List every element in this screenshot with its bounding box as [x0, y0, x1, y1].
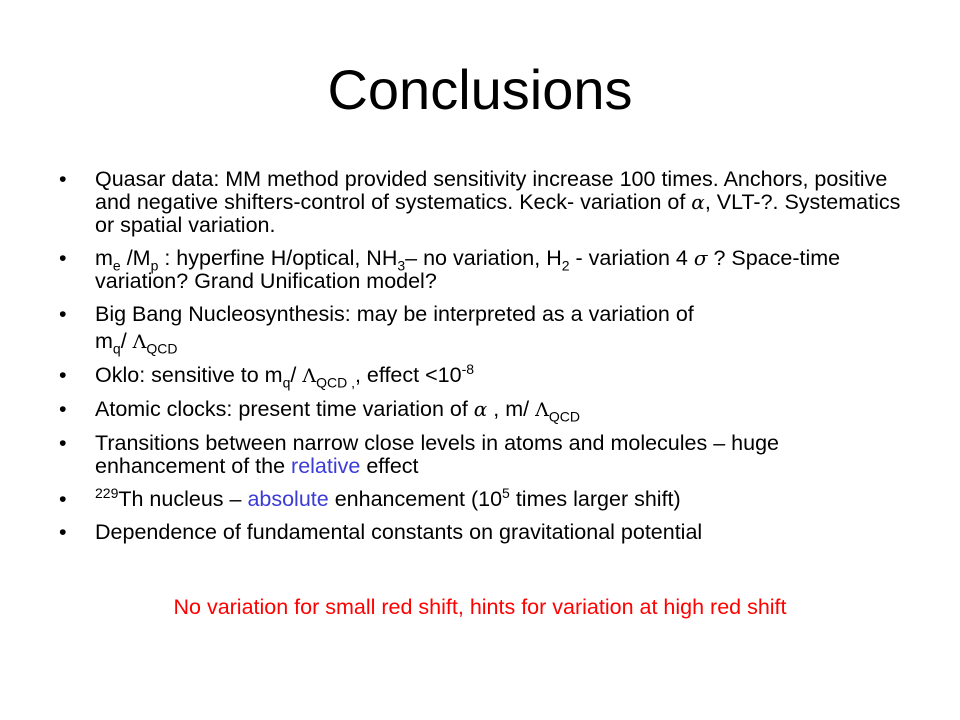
thorium-text-2: enhancement (10: [328, 487, 503, 511]
sigma-symbol: σ: [693, 246, 708, 270]
transitions-text-1: Transitions between narrow close levels in atoms and molecules – huge enhancement of the: [95, 431, 779, 478]
qcd-subscript: QCD ,: [316, 374, 355, 391]
bullet-quasar: [55, 168, 905, 237]
q-subscript: q: [282, 374, 291, 391]
alpha-symbol: α: [691, 190, 705, 214]
gravity-text: Dependence of fundamental constants on gravitational potential: [95, 520, 703, 544]
alpha-symbol: α: [473, 397, 488, 421]
qcd-subscript: QCD: [548, 408, 580, 425]
slide-body: [55, 168, 905, 554]
p-subscript: p: [150, 257, 159, 274]
bullet-oklo: [55, 360, 905, 391]
bullet-bbn: [55, 303, 905, 326]
exponent-superscript: 5: [502, 484, 510, 501]
bbn-continuation: [55, 329, 905, 357]
quasar-text-1: Quasar data: MM method provided sensitivity increase 100 times. Anchors, positive and negative shifters-control of systematics. Keck- variation of: [95, 167, 888, 214]
mass-number-superscript: 229: [95, 484, 119, 501]
slash-m-text: /M: [120, 246, 151, 270]
mq-symbol: m: [95, 329, 113, 353]
lambda-symbol: Λ: [302, 365, 317, 387]
absolute-highlight: absolute: [247, 487, 329, 511]
mass-ratio-text-1: : hyperfine H/optical, NH: [158, 246, 398, 270]
clocks-text-1: Atomic clocks: present time variation of: [95, 397, 474, 421]
bbn-text: Big Bang Nucleosynthesis: may be interpreted as a variation of: [95, 302, 694, 326]
h2-subscript: 2: [561, 257, 570, 274]
bullet-list: [55, 168, 905, 544]
thorium-text-3: times larger shift): [509, 487, 681, 511]
oklo-text-1: Oklo: sensitive to m: [95, 363, 283, 387]
mass-ratio-text-4: ? Space-time variation? Grand Unification model?: [95, 246, 841, 293]
e-subscript: e: [112, 257, 121, 274]
oklo-slash: /: [290, 363, 303, 387]
bullet-gravity: [55, 521, 905, 544]
slide-title: Conclusions: [327, 58, 633, 121]
quasar-text-2: , VLT-?. Systematics or spatial variation.: [95, 190, 901, 237]
nh3-subscript: 3: [397, 257, 406, 274]
transitions-text-2: effect: [360, 454, 419, 478]
q-subscript: q: [112, 340, 121, 357]
bullet-thorium: [55, 484, 905, 511]
m-symbol: m: [95, 246, 113, 270]
lambda-symbol: Λ: [535, 399, 549, 421]
oklo-text-2: , effect <10: [354, 363, 462, 387]
bullet-mass-ratio: [55, 247, 905, 293]
lambda-symbol: Λ: [132, 331, 147, 353]
relative-highlight: relative: [291, 454, 361, 478]
bbn-slash: /: [120, 329, 133, 353]
mass-ratio-text-2: – no variation, H: [405, 246, 562, 270]
conclusion-statement: No variation for small red shift, hints for variation at high red shift: [173, 595, 787, 619]
bullet-transitions: [55, 432, 905, 478]
exponent-superscript: -8: [461, 360, 475, 377]
qcd-subscript: QCD: [146, 340, 178, 357]
mass-ratio-text-3: - variation 4: [569, 246, 694, 270]
thorium-text-1: Th nucleus –: [118, 487, 248, 511]
clocks-text-2: , m/: [487, 397, 536, 421]
bullet-atomic-clocks: [55, 397, 905, 425]
